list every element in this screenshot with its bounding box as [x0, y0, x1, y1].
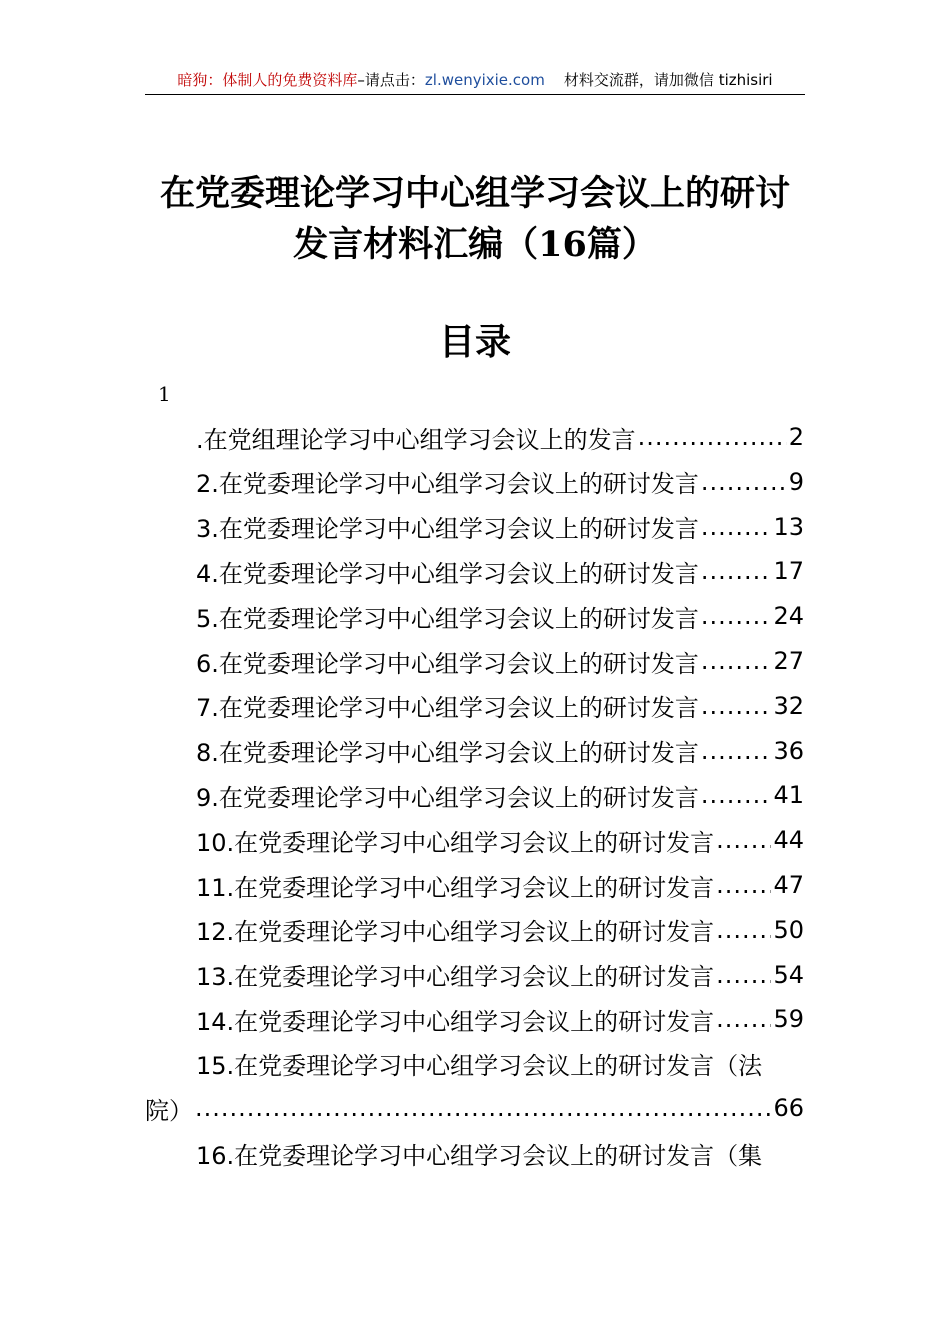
- toc-entry-15-text-cont: 院）: [145, 1096, 193, 1125]
- toc-leader-dots: [701, 557, 772, 585]
- toc-entry-16-text: 16.在党委理论学习中心组学习会议上的研讨发言（集: [196, 1141, 763, 1170]
- header-prompt: –请点击：: [357, 71, 425, 89]
- document-title-line-2: 发言材料汇编（16篇）: [293, 224, 657, 265]
- toc-leader-dots: [716, 871, 771, 899]
- toc-entry-page: 44: [773, 826, 804, 855]
- toc-entry-page: 24: [773, 602, 804, 631]
- toc-entry[interactable]: [196, 549, 804, 593]
- toc-heading: 目录: [438, 321, 511, 363]
- toc-entry[interactable]: [196, 773, 804, 817]
- toc-entry-page: 59: [773, 1005, 804, 1034]
- page-header: [145, 66, 805, 95]
- toc-entry-text: .在党组理论学习中心组学习会议上的发言: [196, 425, 636, 454]
- toc-leader-dots: [701, 781, 772, 809]
- toc-leader-dots: [716, 961, 771, 989]
- toc-entry[interactable]: [196, 594, 804, 638]
- toc-entry-page: 54: [773, 960, 804, 989]
- toc-entry[interactable]: [196, 684, 804, 728]
- toc-entry-text: 6.在党委理论学习中心组学习会议上的研讨发言: [196, 649, 699, 678]
- toc-entry-text: 12.在党委理论学习中心组学习会议上的研讨发言: [196, 918, 715, 947]
- toc-leader-dots: [701, 692, 772, 720]
- toc-entry-text: 14.在党委理论学习中心组学习会议上的研讨发言: [196, 1007, 715, 1036]
- toc-leader-dots: [701, 737, 772, 765]
- toc-entry-text: 11.在党委理论学习中心组学习会议上的研讨发言: [196, 873, 715, 902]
- toc-entry-text: 13.在党委理论学习中心组学习会议上的研讨发言: [196, 963, 715, 992]
- toc-entry-text: 4.在党委理论学习中心组学习会议上的研讨发言: [196, 559, 699, 588]
- toc-leader-dots: [701, 513, 772, 541]
- toc-entry-page: 47: [773, 871, 804, 899]
- toc-leader-dots: [716, 916, 771, 944]
- toc-entry-15-page: 66: [773, 1094, 804, 1122]
- toc-entry[interactable]: [196, 729, 804, 773]
- toc-leader-dots: [716, 826, 771, 854]
- toc-entry[interactable]: [196, 639, 804, 683]
- toc-leader-dots: [701, 647, 772, 675]
- header-url-link[interactable]: zl.wenyixie.com: [424, 71, 545, 89]
- toc-entry-page: 27: [773, 647, 804, 675]
- toc-leader-dots: [638, 423, 787, 451]
- toc-entry-page: 9: [788, 467, 804, 496]
- toc-entry-page: 36: [773, 736, 804, 765]
- toc-entry[interactable]: [196, 953, 804, 997]
- header-contact: 材料交流群，请加微信 tizhisiri: [563, 71, 773, 89]
- toc-entry-text: 2.在党委理论学习中心组学习会议上的研讨发言: [196, 470, 699, 499]
- toc-entry-text: 5.在党委理论学习中心组学习会议上的研讨发言: [196, 604, 699, 633]
- toc-entry[interactable]: [196, 415, 804, 459]
- toc-entry-16-line-1[interactable]: [196, 1131, 804, 1175]
- toc-entry-15-text: 15.在党委理论学习中心组学习会议上的研讨发言（法: [196, 1051, 763, 1080]
- toc-leader-dots: [195, 1094, 771, 1122]
- toc-entry-15-line-1[interactable]: [196, 1041, 804, 1085]
- toc-leader-dots: [701, 468, 787, 496]
- toc-entry[interactable]: [196, 505, 804, 549]
- toc-entry-text: 7.在党委理论学习中心组学习会议上的研讨发言: [196, 694, 699, 723]
- toc-entry-page: 17: [773, 557, 804, 586]
- toc-entry-page: 13: [773, 512, 804, 541]
- toc-entry-page: 32: [773, 691, 804, 720]
- toc-entry-text: 8.在党委理论学习中心组学习会议上的研讨发言: [196, 739, 699, 768]
- toc-entry[interactable]: [196, 863, 804, 907]
- toc-entry[interactable]: [196, 460, 804, 504]
- toc-entry-15-line-2[interactable]: [145, 1086, 804, 1130]
- toc-entry-page: 2: [788, 423, 804, 451]
- toc-entry-text: 10.在党委理论学习中心组学习会议上的研讨发言: [196, 828, 715, 857]
- toc-entry[interactable]: [196, 997, 804, 1041]
- toc-entry-page: 50: [773, 915, 804, 944]
- toc-entry[interactable]: [196, 818, 804, 862]
- toc-entry-page: 41: [773, 781, 804, 810]
- toc-entry[interactable]: [196, 908, 804, 952]
- header-site-name: 暗狗：体制人的免费资料库: [177, 71, 358, 89]
- toc-first-number: 1: [158, 382, 171, 406]
- toc-leader-dots: [716, 1005, 771, 1033]
- document-title-line-1: 在党委理论学习中心组学习会议上的研讨: [159, 173, 790, 214]
- toc-entry-text: 3.在党委理论学习中心组学习会议上的研讨发言: [196, 515, 699, 544]
- toc-entry-text: 9.在党委理论学习中心组学习会议上的研讨发言: [196, 783, 699, 812]
- toc-leader-dots: [701, 602, 772, 630]
